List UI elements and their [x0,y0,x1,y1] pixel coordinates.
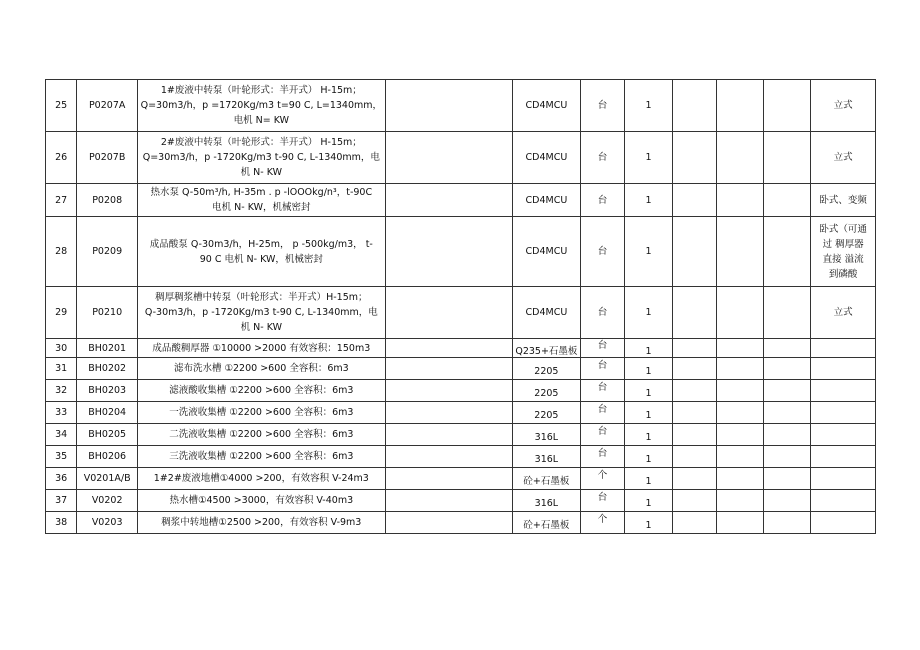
unit-text: 台 [597,339,608,351]
equipment-description [137,468,385,490]
equipment-description [137,339,385,358]
blank-cell [385,358,512,380]
quantity [625,424,673,446]
quantity [625,490,673,512]
blank-cell [763,424,811,446]
material-text: 2205 [534,366,559,377]
blank-cell [717,184,764,217]
table-row [46,358,876,380]
table-row [46,380,876,402]
blank-cell [672,402,716,424]
row-number: 26 [46,132,77,184]
row-number: 28 [46,217,77,287]
equipment-code: BH0206 [77,446,138,468]
material [513,217,581,287]
unit-text: 台 [597,382,608,393]
quantity [625,446,673,468]
blank-cell [385,512,512,534]
table-row [46,512,876,534]
description-line: 三洗液收集槽 ①2200 >600 全容积：6m3 [169,451,354,462]
unit-text: 台 [597,404,608,415]
equipment-code: P0209 [77,217,138,287]
quantity-text: 1 [645,388,652,399]
equipment-description [137,424,385,446]
material [513,402,581,424]
unit [580,287,624,339]
blank-cell [385,424,512,446]
material-text: 316L [534,432,559,443]
remark-line: 卧式、变频 [819,194,867,206]
equipment-description [137,490,385,512]
table-row [46,287,876,339]
blank-cell [763,217,811,287]
quantity [625,380,673,402]
blank-cell [385,339,512,358]
quantity-text: 1 [645,194,652,206]
unit [580,490,624,512]
quantity-text: 1 [645,476,652,487]
material-text: 2205 [534,410,559,421]
blank-cell [672,287,716,339]
unit [580,512,624,534]
blank-cell [717,512,764,534]
equipment-description [137,217,385,287]
equipment-description [137,446,385,468]
blank-cell [717,80,764,132]
description-line: Q=30m3/h，p =1720Kg/m3 t=90 C, L=1340mm， [140,100,383,111]
blank-cell [672,80,716,132]
equipment-code: V0201A/B [77,468,138,490]
blank-cell [672,132,716,184]
row-number: 30 [46,339,77,358]
quantity [625,358,673,380]
unit [580,424,624,446]
table-row [46,402,876,424]
quantity-text: 1 [645,432,652,443]
blank-cell [717,468,764,490]
quantity [625,184,673,217]
blank-cell [763,184,811,217]
remark-line: 过 稠厚器 [822,238,864,250]
blank-cell [763,132,811,184]
quantity-text: 1 [645,366,652,377]
table-body [46,80,876,534]
equipment-description [137,380,385,402]
unit [580,217,624,287]
row-number: 38 [46,512,77,534]
remark [811,402,876,424]
row-number: 37 [46,490,77,512]
unit-text: 台 [597,426,608,437]
description-line: Q-30m3/h，p -1720Kg/m3 t-90 C, L-1340mm，电 [144,307,378,318]
quantity-text: 1 [645,410,652,421]
remark [811,217,876,287]
unit [580,402,624,424]
equipment-code: P0210 [77,287,138,339]
blank-cell [717,132,764,184]
blank-cell [763,80,811,132]
blank-cell [717,217,764,287]
equipment-table [45,79,876,534]
equipment-description [137,287,385,339]
unit [580,380,624,402]
blank-cell [717,287,764,339]
quantity [625,132,673,184]
blank-cell [385,380,512,402]
unit-text: 台 [597,246,608,257]
material-text: CD4MCU [525,194,568,206]
equipment-description [137,80,385,132]
quantity [625,339,673,358]
quantity-text: 1 [645,345,652,357]
blank-cell [672,358,716,380]
remark [811,184,876,217]
material-text: CD4MCU [525,307,568,318]
description-line: 成品酸稠厚器 ①10000 >2000 有效容积：150m3 [152,342,371,354]
equipment-code: BH0205 [77,424,138,446]
remark-line: 立式 [833,152,853,163]
blank-cell [385,80,512,132]
quantity-text: 1 [645,454,652,465]
description-line: 机 N- KW [240,167,282,178]
quantity-text: 1 [645,100,652,111]
remark [811,446,876,468]
blank-cell [763,380,811,402]
row-number: 27 [46,184,77,217]
blank-cell [763,339,811,358]
material-text: 砼+石墨板 [523,520,570,531]
unit-text: 台 [597,194,608,206]
blank-cell [385,287,512,339]
remark [811,490,876,512]
description-line: 90 C 电机 N- KW，机械密封 [199,253,323,265]
row-number: 35 [46,446,77,468]
table-row [46,339,876,358]
material-text: 砼+石墨板 [523,476,570,487]
description-line: Q=30m3/h，p -1720Kg/m3 t-90 C, L-1340mm，电 [142,152,380,163]
material [513,358,581,380]
remark [811,380,876,402]
remark [811,80,876,132]
unit-text: 台 [597,492,608,503]
description-line: 机 N- KW [240,322,282,333]
material-text: CD4MCU [525,100,568,111]
blank-cell [672,512,716,534]
equipment-code: P0207B [77,132,138,184]
quantity-text: 1 [645,498,652,509]
material [513,339,581,358]
remark-line: 立式 [833,100,853,111]
description-line: 成品酸泵 Q-30m3/h，H-25m， p -500kg/m3， t- [149,238,373,250]
blank-cell [717,380,764,402]
blank-cell [672,490,716,512]
equipment-description [137,132,385,184]
equipment-code: BH0201 [77,339,138,358]
remark [811,468,876,490]
description-line: 稠厚稠浆槽中转泵（叶轮形式：半开式）H-15m； [155,292,368,303]
blank-cell [763,490,811,512]
blank-cell [385,446,512,468]
description-line: 1#废液中转泵（叶轮形式：半开式） H-15m； [160,85,362,96]
blank-cell [717,424,764,446]
remark [811,287,876,339]
unit-text: 个 [597,514,608,525]
material [513,184,581,217]
unit-text: 台 [597,152,608,163]
quantity [625,80,673,132]
remark [811,339,876,358]
blank-cell [672,446,716,468]
remark [811,512,876,534]
material [513,490,581,512]
blank-cell [717,402,764,424]
table-row [46,468,876,490]
material [513,512,581,534]
row-number: 34 [46,424,77,446]
equipment-code: P0208 [77,184,138,217]
table-row [46,80,876,132]
table-row [46,132,876,184]
description-line: 稠浆中转地槽①2500 >200，有效容积 V-9m3 [161,517,362,528]
row-number: 33 [46,402,77,424]
material [513,132,581,184]
equipment-code: BH0204 [77,402,138,424]
equipment-code: V0202 [77,490,138,512]
quantity-text: 1 [645,307,652,318]
description-line: 二洗液收集槽 ①2200 >600 全容积：6m3 [169,429,354,440]
blank-cell [717,339,764,358]
equipment-description [137,402,385,424]
table-row [46,184,876,217]
description-line: 一洗液收集槽 ①2200 >600 全容积：6m3 [169,407,354,418]
material [513,424,581,446]
remark [811,132,876,184]
unit-text: 个 [597,470,608,481]
table-row [46,446,876,468]
equipment-code: P0207A [77,80,138,132]
blank-cell [717,490,764,512]
material [513,468,581,490]
blank-cell [385,217,512,287]
quantity [625,287,673,339]
unit-text: 台 [597,448,608,459]
table-row [46,217,876,287]
quantity [625,512,673,534]
blank-cell [763,512,811,534]
unit [580,446,624,468]
unit [580,184,624,217]
row-number: 32 [46,380,77,402]
equipment-description [137,512,385,534]
blank-cell [672,380,716,402]
blank-cell [385,184,512,217]
blank-cell [763,468,811,490]
blank-cell [717,446,764,468]
blank-cell [385,402,512,424]
unit [580,358,624,380]
quantity [625,468,673,490]
material [513,287,581,339]
table-row [46,424,876,446]
blank-cell [717,358,764,380]
blank-cell [385,132,512,184]
description-line: 热水泵 Q-50m³/h, H-35m . p -lOOOkg/n³，t-90C [150,187,373,198]
unit [580,339,624,358]
unit [580,80,624,132]
description-line: 滤液酸收集槽 ①2200 >600 全容积：6m3 [169,385,354,396]
unit-text: 台 [597,360,608,371]
description-line: 1#2#废液地槽①4000 >200，有效容积 V-24m3 [153,473,369,484]
remark [811,424,876,446]
material [513,380,581,402]
row-number: 25 [46,80,77,132]
blank-cell [385,468,512,490]
row-number: 29 [46,287,77,339]
blank-cell [672,424,716,446]
blank-cell [385,490,512,512]
blank-cell [763,446,811,468]
remark-line: 直接 溢流 [822,253,864,265]
blank-cell [672,217,716,287]
table-row [46,490,876,512]
equipment-description [137,184,385,217]
description-line: 电机 N= KW [233,115,290,126]
material-text: Q235+石墨板 [515,345,578,357]
remark-line: 立式 [833,307,853,318]
quantity [625,217,673,287]
material-text: CD4MCU [525,152,568,163]
material [513,446,581,468]
description-line: 滤布洗水槽 ①2200 >600 全容积：6m3 [173,363,349,374]
remark-line: 到磷酸 [828,268,858,280]
unit [580,468,624,490]
blank-cell [672,468,716,490]
unit [580,132,624,184]
blank-cell [672,184,716,217]
blank-cell [763,287,811,339]
quantity-text: 1 [645,520,652,531]
blank-cell [672,339,716,358]
row-number: 31 [46,358,77,380]
material-text: 2205 [534,388,559,399]
quantity-text: 1 [645,152,652,163]
equipment-code: V0203 [77,512,138,534]
description-line: 电机 N- KW，机械密封 [212,202,311,213]
material-text: 316L [534,498,559,509]
equipment-description [137,358,385,380]
description-line: 2#废液中转泵（叶轮形式：半开式） H-15m； [160,137,362,148]
blank-cell [763,358,811,380]
blank-cell [763,402,811,424]
description-line: 热水槽①4500 >3000，有效容积 V-40m3 [169,495,354,506]
material [513,80,581,132]
remark [811,358,876,380]
equipment-code: BH0203 [77,380,138,402]
equipment-code: BH0202 [77,358,138,380]
row-number: 36 [46,468,77,490]
quantity [625,402,673,424]
unit-text: 台 [597,307,608,318]
material-text: CD4MCU [525,246,568,257]
material-text: 316L [534,454,559,465]
remark-line: 卧式（可通 [819,223,867,235]
unit-text: 台 [597,100,608,111]
quantity-text: 1 [645,246,652,257]
